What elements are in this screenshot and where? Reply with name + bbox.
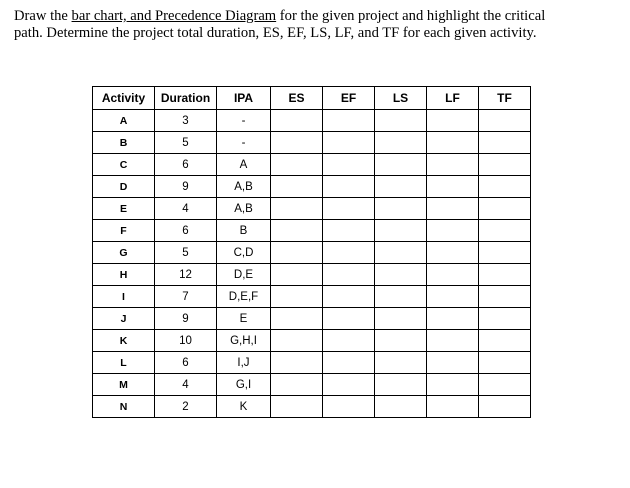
tf-cell[interactable] — [479, 330, 531, 352]
ef-cell[interactable] — [323, 374, 375, 396]
activity-cell: G — [93, 242, 155, 264]
ipa-cell: A — [217, 154, 271, 176]
es-cell[interactable] — [271, 198, 323, 220]
ef-cell[interactable] — [323, 286, 375, 308]
ef-cell[interactable] — [323, 308, 375, 330]
table-row — [93, 286, 531, 308]
instructions-text — [14, 8, 614, 42]
duration-cell: 2 — [155, 396, 217, 418]
lf-cell[interactable] — [427, 242, 479, 264]
duration-cell: 9 — [155, 176, 217, 198]
es-cell[interactable] — [271, 374, 323, 396]
es-cell[interactable] — [271, 220, 323, 242]
activity-cell: B — [93, 132, 155, 154]
ls-cell[interactable] — [375, 110, 427, 132]
activity-cell: K — [93, 330, 155, 352]
tf-cell[interactable] — [479, 352, 531, 374]
ipa-cell: A,B — [217, 198, 271, 220]
tf-cell[interactable] — [479, 374, 531, 396]
ef-cell[interactable] — [323, 396, 375, 418]
ls-cell[interactable] — [375, 132, 427, 154]
ipa-cell: D,E — [217, 264, 271, 286]
lf-cell[interactable] — [427, 330, 479, 352]
ipa-cell: B — [217, 220, 271, 242]
ef-cell[interactable] — [323, 110, 375, 132]
instructions-part1: Draw the — [14, 8, 72, 24]
duration-cell: 5 — [155, 132, 217, 154]
header-activity: Activity — [93, 87, 155, 110]
es-cell[interactable] — [271, 352, 323, 374]
duration-cell: 7 — [155, 286, 217, 308]
ef-cell[interactable] — [323, 264, 375, 286]
header-lf: LF — [427, 87, 479, 110]
instructions-part2: for the given project and highlight the critical — [276, 8, 546, 24]
tf-cell[interactable] — [479, 286, 531, 308]
activity-cell: E — [93, 198, 155, 220]
table-row — [93, 308, 531, 330]
ipa-cell: D,E,F — [217, 286, 271, 308]
activity-cell: F — [93, 220, 155, 242]
es-cell[interactable] — [271, 132, 323, 154]
tf-cell[interactable] — [479, 308, 531, 330]
header-ef: EF — [323, 87, 375, 110]
lf-cell[interactable] — [427, 264, 479, 286]
lf-cell[interactable] — [427, 396, 479, 418]
table-row — [93, 374, 531, 396]
tf-cell[interactable] — [479, 242, 531, 264]
lf-cell[interactable] — [427, 308, 479, 330]
ipa-cell: - — [217, 110, 271, 132]
ls-cell[interactable] — [375, 176, 427, 198]
es-cell[interactable] — [271, 264, 323, 286]
lf-cell[interactable] — [427, 132, 479, 154]
table-row — [93, 154, 531, 176]
activity-cell: J — [93, 308, 155, 330]
lf-cell[interactable] — [427, 352, 479, 374]
lf-cell[interactable] — [427, 176, 479, 198]
duration-cell: 3 — [155, 110, 217, 132]
ipa-cell: G,H,I — [217, 330, 271, 352]
es-cell[interactable] — [271, 242, 323, 264]
table-body — [93, 110, 531, 418]
ipa-cell: - — [217, 132, 271, 154]
tf-cell[interactable] — [479, 264, 531, 286]
duration-cell: 4 — [155, 198, 217, 220]
table-row — [93, 176, 531, 198]
table-row — [93, 396, 531, 418]
ipa-cell: K — [217, 396, 271, 418]
ls-cell[interactable] — [375, 330, 427, 352]
ls-cell[interactable] — [375, 374, 427, 396]
activity-cell: I — [93, 286, 155, 308]
lf-cell[interactable] — [427, 220, 479, 242]
ls-cell[interactable] — [375, 220, 427, 242]
lf-cell[interactable] — [427, 374, 479, 396]
table-row — [93, 132, 531, 154]
ipa-cell: E — [217, 308, 271, 330]
tf-cell[interactable] — [479, 110, 531, 132]
table-row — [93, 330, 531, 352]
tf-cell[interactable] — [479, 198, 531, 220]
es-cell[interactable] — [271, 330, 323, 352]
es-cell[interactable] — [271, 308, 323, 330]
duration-cell: 9 — [155, 308, 217, 330]
ls-cell[interactable] — [375, 308, 427, 330]
table-row — [93, 220, 531, 242]
activity-cell: L — [93, 352, 155, 374]
duration-cell: 12 — [155, 264, 217, 286]
table-row — [93, 264, 531, 286]
tf-cell[interactable] — [479, 396, 531, 418]
lf-cell[interactable] — [427, 198, 479, 220]
duration-cell: 6 — [155, 154, 217, 176]
lf-cell[interactable] — [427, 154, 479, 176]
table-row — [93, 110, 531, 132]
es-cell[interactable] — [271, 154, 323, 176]
table-row — [93, 352, 531, 374]
instructions-underlined: bar chart, and Precedence Diagram — [71, 8, 277, 24]
table-row — [93, 242, 531, 264]
ls-cell[interactable] — [375, 264, 427, 286]
header-tf: TF — [479, 87, 531, 110]
ef-cell[interactable] — [323, 352, 375, 374]
activity-cell: N — [93, 396, 155, 418]
tf-cell[interactable] — [479, 176, 531, 198]
header-es: ES — [271, 87, 323, 110]
header-duration: Duration — [155, 87, 217, 110]
activity-cell: D — [93, 176, 155, 198]
activity-cell: M — [93, 374, 155, 396]
ls-cell[interactable] — [375, 198, 427, 220]
lf-cell[interactable] — [427, 286, 479, 308]
ls-cell[interactable] — [375, 352, 427, 374]
ef-cell[interactable] — [323, 132, 375, 154]
es-cell[interactable] — [271, 396, 323, 418]
ef-cell[interactable] — [323, 220, 375, 242]
es-cell[interactable] — [271, 176, 323, 198]
ef-cell[interactable] — [323, 154, 375, 176]
table-header-row — [93, 87, 531, 110]
ls-cell[interactable] — [375, 286, 427, 308]
duration-cell: 4 — [155, 374, 217, 396]
activity-cell: A — [93, 110, 155, 132]
ef-cell[interactable] — [323, 330, 375, 352]
activity-cell: C — [93, 154, 155, 176]
duration-cell: 10 — [155, 330, 217, 352]
duration-cell: 6 — [155, 220, 217, 242]
activity-cell: H — [93, 264, 155, 286]
lf-cell[interactable] — [427, 110, 479, 132]
header-ipa: IPA — [217, 87, 271, 110]
ef-cell[interactable] — [323, 242, 375, 264]
ls-cell[interactable] — [375, 154, 427, 176]
header-ls: LS — [375, 87, 427, 110]
ipa-cell: C,D — [217, 242, 271, 264]
ef-cell[interactable] — [323, 198, 375, 220]
instructions-line2: path. Determine the project total duration, ES, EF, LS, LF, and TF for each given activity. — [14, 25, 537, 41]
ef-cell[interactable] — [323, 176, 375, 198]
tf-cell[interactable] — [479, 154, 531, 176]
ipa-cell: A,B — [217, 176, 271, 198]
duration-cell: 5 — [155, 242, 217, 264]
tf-cell[interactable] — [479, 132, 531, 154]
ls-cell[interactable] — [375, 396, 427, 418]
ipa-cell: G,I — [217, 374, 271, 396]
es-cell[interactable] — [271, 286, 323, 308]
duration-cell: 6 — [155, 352, 217, 374]
tf-cell[interactable] — [479, 220, 531, 242]
ls-cell[interactable] — [375, 242, 427, 264]
table-row — [93, 198, 531, 220]
activity-table — [92, 86, 531, 418]
ipa-cell: I,J — [217, 352, 271, 374]
es-cell[interactable] — [271, 110, 323, 132]
